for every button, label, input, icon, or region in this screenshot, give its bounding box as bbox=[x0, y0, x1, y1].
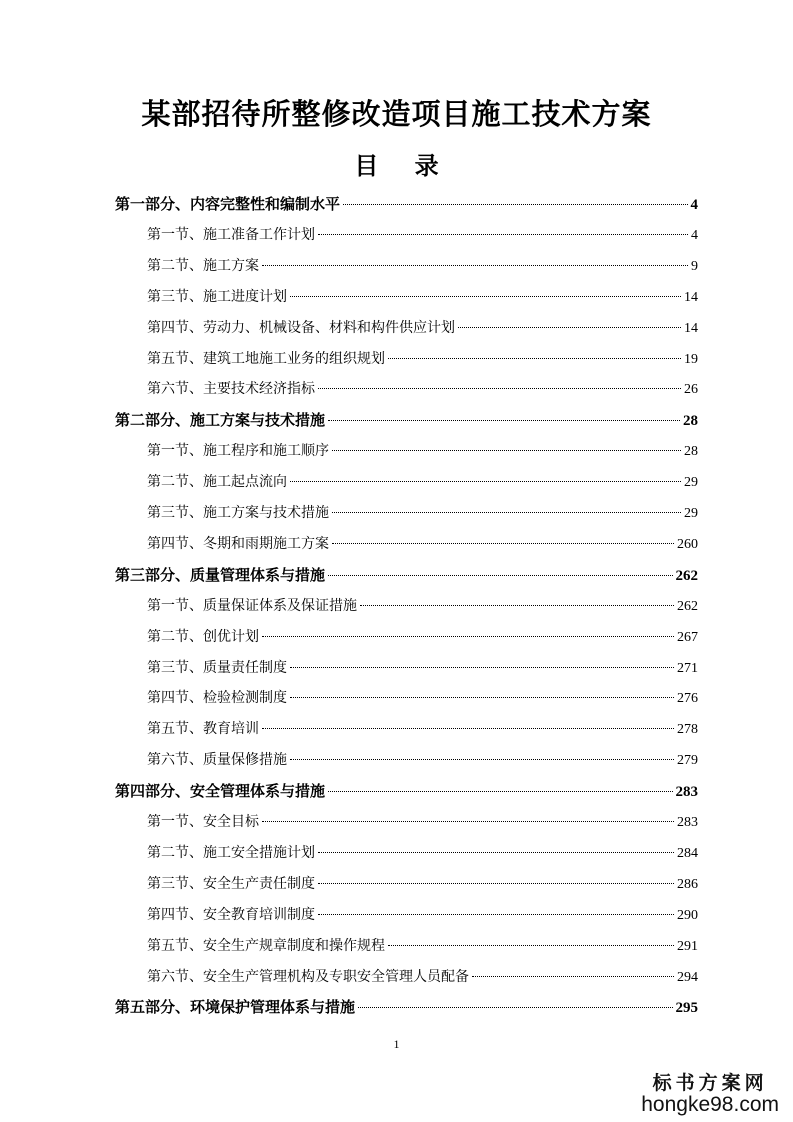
toc-entry-page-number: 279 bbox=[677, 753, 698, 769]
toc-dot-leader bbox=[262, 728, 674, 729]
toc-dot-leader bbox=[318, 852, 674, 853]
toc-entry-label: 第一部分、内容完整性和编制水平 bbox=[115, 195, 341, 213]
toc-entry-label: 第三节、质量责任制度 bbox=[147, 659, 287, 676]
toc-entry-page-number: 262 bbox=[675, 567, 698, 584]
toc-entry-label: 第一节、质量保证体系及保证措施 bbox=[147, 597, 357, 614]
toc-part-entry[interactable] bbox=[115, 996, 698, 1018]
toc-dot-leader bbox=[262, 821, 674, 822]
toc-entry-label: 第四部分、安全管理体系与措施 bbox=[115, 782, 326, 801]
toc-entry-label: 第二节、施工安全措施计划 bbox=[147, 844, 315, 861]
toc-section-entry[interactable] bbox=[147, 317, 698, 339]
toc-part-entry[interactable] bbox=[115, 780, 698, 802]
toc-entry-label: 第四节、检验检测制度 bbox=[147, 690, 287, 707]
toc-entry-label: 第一节、安全目标 bbox=[147, 814, 259, 830]
toc-section-entry[interactable] bbox=[147, 471, 698, 493]
toc-section-entry[interactable] bbox=[147, 966, 698, 988]
toc-section-entry[interactable] bbox=[147, 842, 698, 864]
toc-entry-label: 第四节、冬期和雨期施工方案 bbox=[147, 535, 329, 552]
toc-section-entry[interactable] bbox=[147, 502, 698, 524]
toc-dot-leader bbox=[332, 543, 674, 544]
toc-part-entry[interactable] bbox=[115, 193, 698, 215]
toc-entry-page-number: 19 bbox=[684, 351, 698, 367]
toc-dot-leader bbox=[318, 234, 688, 235]
toc-entry-page-number: 295 bbox=[675, 1000, 698, 1017]
toc-entry-page-number: 262 bbox=[677, 598, 698, 614]
toc-section-entry[interactable] bbox=[147, 687, 698, 709]
toc-entry-label: 第三节、施工方案与技术措施 bbox=[147, 505, 329, 521]
toc-section-entry[interactable] bbox=[147, 657, 698, 679]
toc-entry-label: 第五部分、环境保护管理体系与措施 bbox=[115, 998, 356, 1017]
toc-section-entry[interactable] bbox=[147, 378, 698, 400]
toc-section-entry[interactable] bbox=[147, 626, 698, 648]
toc-dot-leader bbox=[328, 791, 672, 792]
toc-section-entry[interactable] bbox=[147, 811, 698, 833]
watermark-url: hongke98.com bbox=[641, 1093, 779, 1116]
toc-entry-page-number: 267 bbox=[677, 629, 698, 645]
toc-entry-label: 第六节、主要技术经济指标 bbox=[147, 381, 315, 398]
toc-entry-page-number: 291 bbox=[677, 938, 698, 954]
toc-entry-page-number: 290 bbox=[677, 907, 698, 923]
toc-entry-label: 第六节、质量保修措施 bbox=[147, 752, 287, 769]
watermark-name: 标书方案网 bbox=[652, 1072, 768, 1094]
toc-section-entry[interactable] bbox=[147, 440, 698, 462]
toc-entry-page-number: 28 bbox=[684, 444, 698, 460]
toc-entry-page-number: 4 bbox=[691, 227, 698, 243]
toc-section-entry[interactable] bbox=[147, 255, 698, 277]
toc-dot-leader bbox=[332, 450, 681, 451]
watermark-logo bbox=[641, 1068, 779, 1117]
toc-section-entry[interactable] bbox=[147, 595, 698, 617]
toc-dot-leader bbox=[388, 358, 681, 359]
toc-dot-leader bbox=[262, 265, 688, 266]
toc-entry-label: 第二部分、施工方案与技术措施 bbox=[115, 411, 326, 430]
toc-dot-leader bbox=[290, 481, 681, 482]
toc-entry-page-number: 260 bbox=[677, 536, 698, 552]
toc-entry-page-number: 284 bbox=[677, 845, 698, 861]
toc-entry-page-number: 271 bbox=[677, 660, 698, 676]
toc-dot-leader bbox=[360, 605, 674, 606]
toc-entry-page-number: 286 bbox=[677, 876, 698, 892]
toc-entry-label: 第四节、安全教育培训制度 bbox=[147, 906, 315, 923]
toc-dot-leader bbox=[332, 512, 681, 513]
toc-section-entry[interactable] bbox=[147, 935, 698, 957]
toc-entry-page-number: 14 bbox=[684, 320, 698, 336]
toc-dot-leader bbox=[290, 296, 681, 297]
toc-dot-leader bbox=[328, 575, 672, 576]
toc-entry-page-number: 283 bbox=[677, 815, 698, 830]
toc-entry-label: 第五节、建筑工地施工业务的组织规划 bbox=[147, 350, 385, 367]
toc-section-entry[interactable] bbox=[147, 286, 698, 308]
toc-entry-page-number: 14 bbox=[684, 289, 698, 305]
toc-entry-label: 第三节、施工进度计划 bbox=[147, 288, 287, 305]
toc-entry-label: 第一节、施工程序和施工顺序 bbox=[147, 443, 329, 460]
toc-entry-label: 第五节、安全生产规章制度和操作规程 bbox=[147, 937, 385, 954]
toc-entry-label: 第一节、施工准备工作计划 bbox=[147, 226, 315, 243]
toc-dot-leader bbox=[318, 883, 674, 884]
toc-dot-leader bbox=[472, 976, 674, 977]
toc-part-entry[interactable] bbox=[115, 409, 698, 431]
toc-entry-page-number: 28 bbox=[683, 413, 698, 430]
toc-dot-leader bbox=[458, 327, 681, 328]
toc-entry-page-number: 9 bbox=[691, 258, 698, 274]
toc-section-entry[interactable] bbox=[147, 904, 698, 926]
toc-entry-page-number: 283 bbox=[675, 784, 698, 801]
document-title: 某部招待所整修改造项目施工技术方案 bbox=[141, 97, 652, 131]
toc-dot-leader bbox=[328, 420, 680, 421]
toc-entry-page-number: 294 bbox=[677, 969, 698, 985]
toc-section-entry[interactable] bbox=[147, 533, 698, 555]
toc-dot-leader bbox=[318, 388, 681, 389]
toc-entry-label: 第五节、教育培训 bbox=[147, 721, 259, 738]
toc-entry-label: 第二节、施工方案 bbox=[147, 257, 259, 274]
toc-entry-page-number: 29 bbox=[684, 506, 698, 521]
toc-dot-leader bbox=[262, 636, 674, 637]
toc-entry-page-number: 276 bbox=[677, 691, 698, 707]
toc-entry-label: 第三部分、质量管理体系与措施 bbox=[115, 565, 326, 584]
toc-dot-leader bbox=[358, 1007, 672, 1008]
toc-entry-page-number: 278 bbox=[677, 722, 698, 738]
toc-heading: 目 录 bbox=[354, 151, 453, 180]
toc-section-entry[interactable] bbox=[147, 718, 698, 740]
toc-entry-label: 第二节、施工起点流向 bbox=[147, 474, 287, 491]
toc-dot-leader bbox=[343, 204, 687, 205]
page-number: 1 bbox=[393, 1037, 400, 1051]
toc-entry-label: 第六节、安全生产管理机构及专职安全管理人员配备 bbox=[147, 968, 469, 985]
toc-part-entry[interactable] bbox=[115, 564, 698, 586]
toc-entry-page-number: 29 bbox=[684, 475, 698, 491]
toc-entry-label: 第二节、创优计划 bbox=[147, 628, 259, 645]
toc-section-entry[interactable] bbox=[147, 224, 698, 246]
toc-dot-leader bbox=[290, 667, 674, 668]
toc-dot-leader bbox=[388, 945, 674, 946]
toc-dot-leader bbox=[318, 914, 674, 915]
toc-entry-page-number: 26 bbox=[684, 382, 698, 398]
toc-section-entry[interactable] bbox=[147, 348, 698, 370]
toc-dot-leader bbox=[290, 697, 674, 698]
toc-entry-label: 第三节、安全生产责任制度 bbox=[147, 875, 315, 892]
toc-entry-label: 第四节、劳动力、机械设备、材料和构件供应计划 bbox=[147, 319, 455, 336]
toc-section-entry[interactable] bbox=[147, 749, 698, 771]
toc-dot-leader bbox=[290, 759, 674, 760]
toc-entry-page-number: 4 bbox=[690, 197, 698, 213]
toc-section-entry[interactable] bbox=[147, 873, 698, 895]
